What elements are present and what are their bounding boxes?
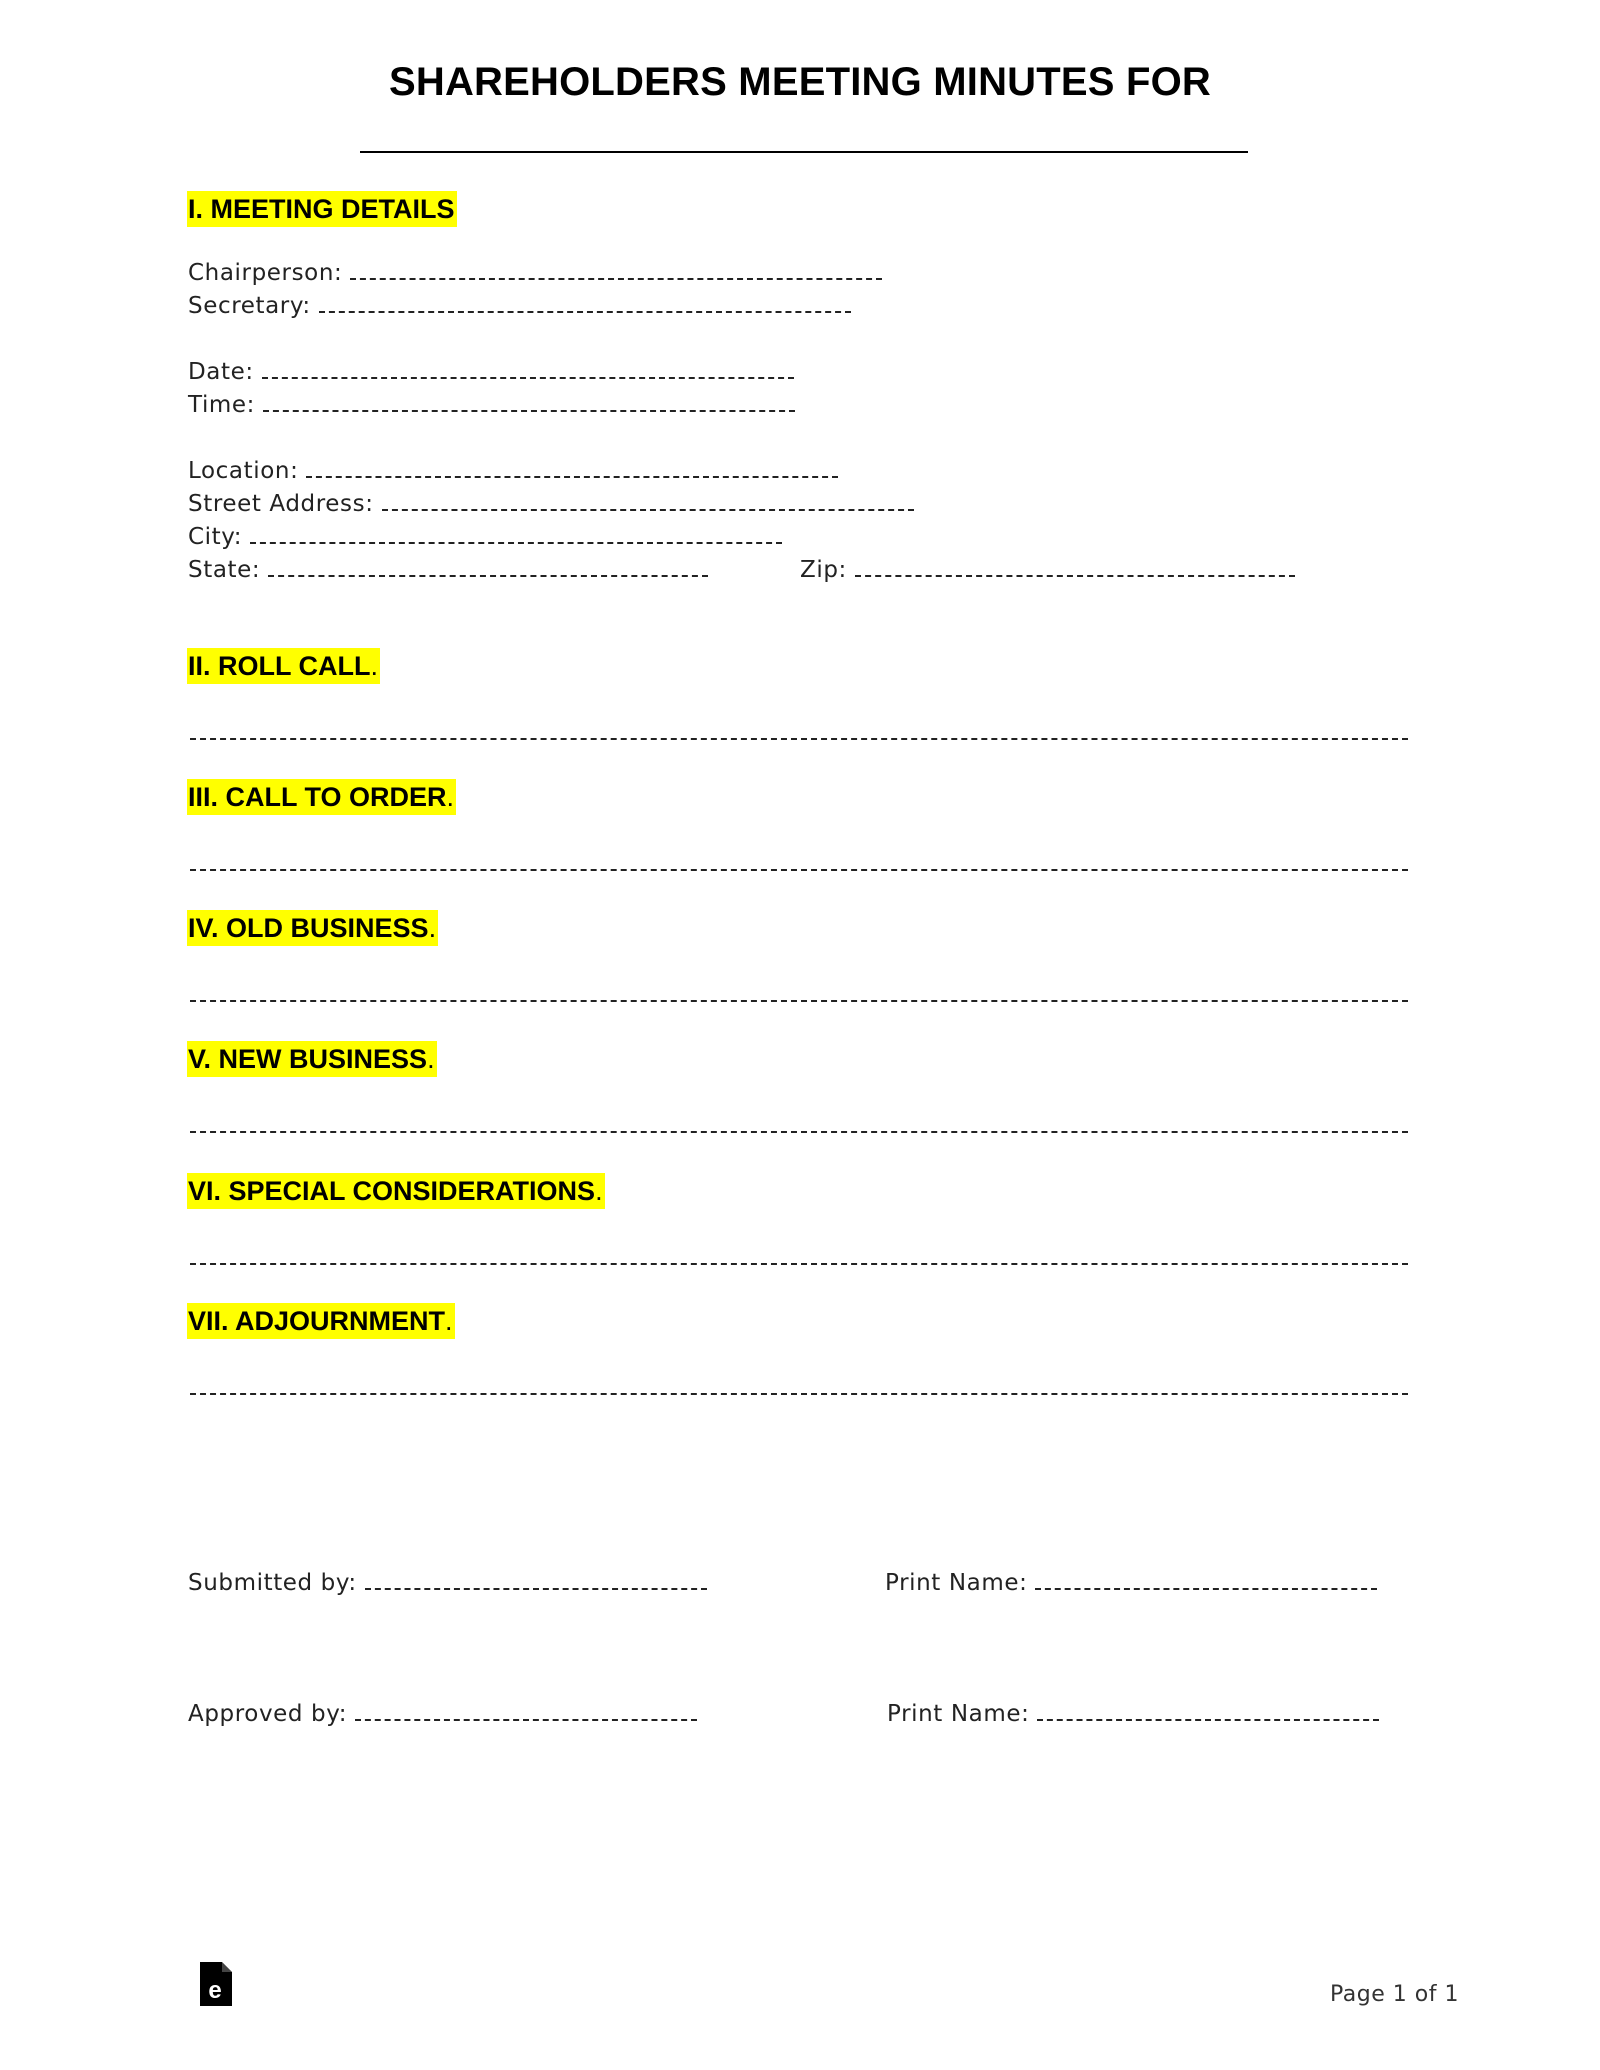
zip-blank[interactable]: [855, 557, 1295, 577]
secretary-field[interactable]: [188, 291, 851, 321]
city-label: City:: [188, 524, 243, 550]
street-address-label: Street Address:: [188, 491, 374, 517]
title-blank-line[interactable]: [360, 151, 1248, 153]
page-number: Page 1 of 1: [1330, 1982, 1459, 2007]
date-blank[interactable]: [262, 359, 794, 379]
zip-field[interactable]: [800, 555, 1295, 585]
roll-call-answer-line[interactable]: [190, 738, 1408, 740]
section-heading-old-business: IV. OLD BUSINESS.: [187, 910, 438, 946]
street-address-blank[interactable]: [382, 491, 914, 511]
street-address-field[interactable]: [188, 489, 914, 519]
location-blank[interactable]: [306, 458, 838, 478]
location-field[interactable]: [188, 456, 838, 486]
state-blank[interactable]: [268, 557, 708, 577]
secretary-label: Secretary:: [188, 293, 311, 319]
time-blank[interactable]: [263, 392, 795, 412]
city-blank[interactable]: [250, 524, 782, 544]
approved-print-name-blank[interactable]: [1037, 1701, 1379, 1721]
secretary-blank[interactable]: [319, 293, 851, 313]
svg-text:e: e: [208, 1977, 222, 2004]
approved-print-name-field[interactable]: [887, 1699, 1379, 1729]
location-label: Location:: [188, 458, 299, 484]
call-to-order-answer-line[interactable]: [190, 869, 1408, 871]
submitted-print-name-field[interactable]: [885, 1568, 1377, 1598]
section-heading-special-considerations: VI. SPECIAL CONSIDERATIONS.: [187, 1173, 605, 1209]
time-field[interactable]: [188, 390, 795, 420]
section-heading-new-business: V. NEW BUSINESS.: [187, 1041, 437, 1077]
special-considerations-answer-line[interactable]: [190, 1263, 1408, 1265]
submitted-by-blank[interactable]: [365, 1570, 707, 1590]
new-business-answer-line[interactable]: [190, 1131, 1408, 1133]
chairperson-label: Chairperson:: [188, 260, 343, 286]
approved-by-label: Approved by:: [188, 1701, 348, 1727]
approved-by-field[interactable]: [188, 1699, 697, 1729]
chairperson-field[interactable]: [188, 258, 882, 288]
state-label: State:: [188, 557, 261, 583]
time-label: Time:: [188, 392, 256, 418]
section-heading-roll-call: II. ROLL CALL.: [187, 648, 380, 684]
old-business-answer-line[interactable]: [190, 1000, 1408, 1002]
submitted-print-name-label: Print Name:: [885, 1570, 1028, 1596]
zip-label: Zip:: [800, 557, 847, 583]
submitted-by-field[interactable]: [188, 1568, 707, 1598]
section-heading-call-to-order: III. CALL TO ORDER.: [187, 779, 456, 815]
submitted-by-label: Submitted by:: [188, 1570, 357, 1596]
section-heading-meeting-details: I. MEETING DETAILS: [187, 191, 457, 227]
submitted-print-name-blank[interactable]: [1035, 1570, 1377, 1590]
date-label: Date:: [188, 359, 254, 385]
city-field[interactable]: [188, 522, 782, 552]
section-heading-adjournment: VII. ADJOURNMENT.: [187, 1303, 455, 1339]
chairperson-blank[interactable]: [350, 260, 882, 280]
document-e-logo-icon: [198, 1960, 234, 2008]
date-field[interactable]: [188, 357, 794, 387]
adjournment-answer-line[interactable]: [190, 1393, 1408, 1395]
approved-by-blank[interactable]: [355, 1701, 697, 1721]
document-title: SHAREHOLDERS MEETING MINUTES FOR: [389, 60, 1211, 104]
approved-print-name-label: Print Name:: [887, 1701, 1030, 1727]
state-field[interactable]: [188, 555, 708, 585]
